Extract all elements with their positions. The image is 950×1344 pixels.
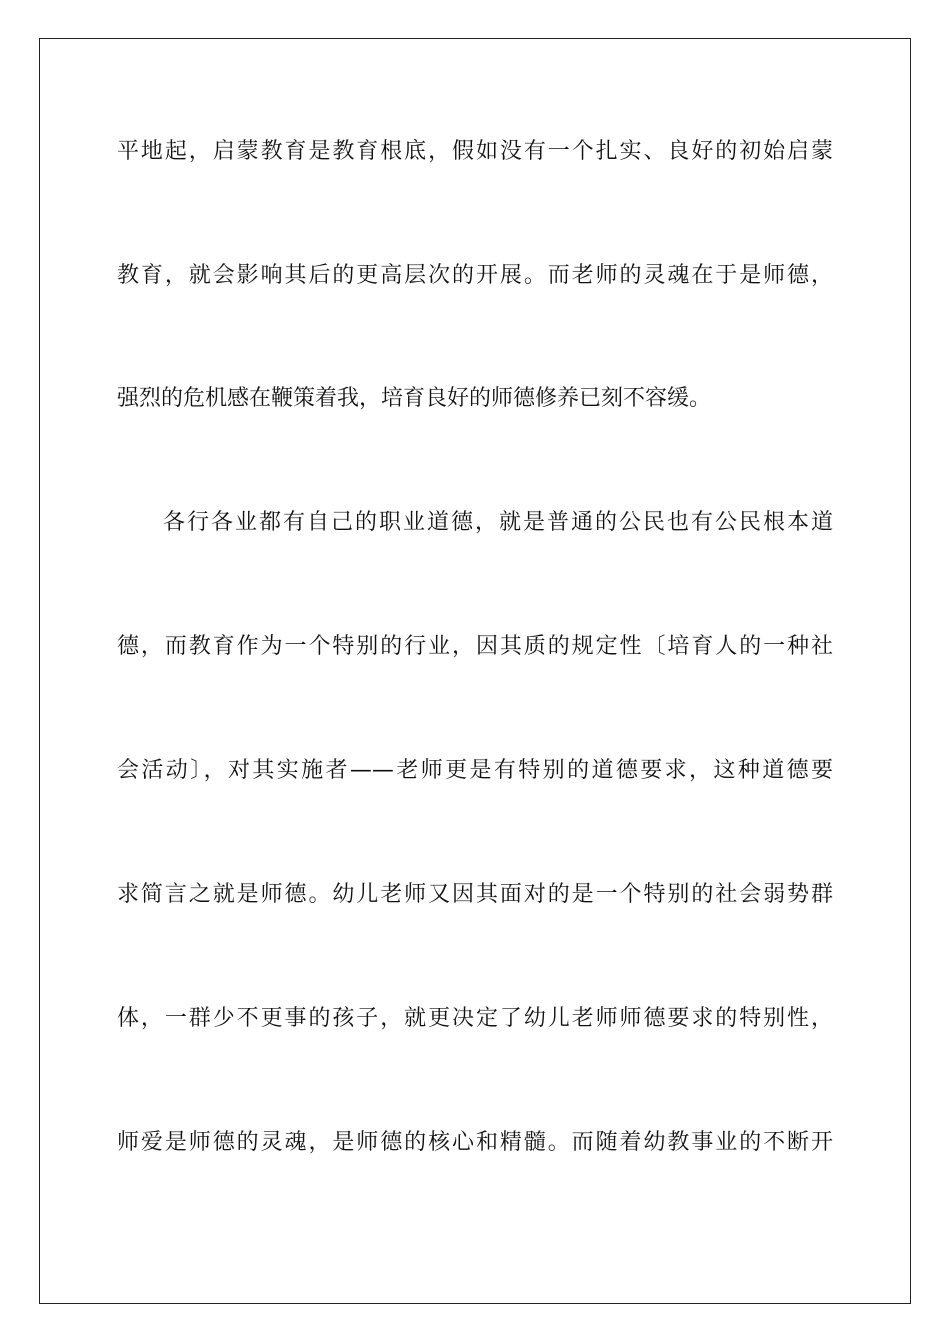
text-line-5: 德，而教育作为一个特别的行业，因其质的规定性〔培育人的一种社 <box>117 634 833 659</box>
text-line-6: 会活动〕，对其实施者——老师更是有特别的道德要求，这种道德要 <box>117 758 833 783</box>
page-border <box>39 38 911 1304</box>
text-line-8: 体，一群少不更事的孩子，就更决定了幼儿老师师德要求的特别性， <box>117 1006 833 1031</box>
text-line-1: 平地起，启蒙教育是教育根底，假如没有一个扎实、良好的初始启蒙 <box>117 139 833 164</box>
text-line-3: 强烈的危机感在鞭策着我，培育良好的师德修养已刻不容缓。 <box>117 386 712 411</box>
text-line-4: 各行各业都有自己的职业道德，就是普通的公民也有公民根本道 <box>163 510 833 535</box>
text-line-9: 师爱是师德的灵魂，是师德的核心和精髓。而随着幼教事业的不断开 <box>117 1130 833 1155</box>
text-line-2: 教育，就会影响其后的更高层次的开展。而老师的灵魂在于是师德， <box>117 263 833 288</box>
text-line-7: 求简言之就是师德。幼儿老师又因其面对的是一个特别的社会弱势群 <box>117 882 833 907</box>
